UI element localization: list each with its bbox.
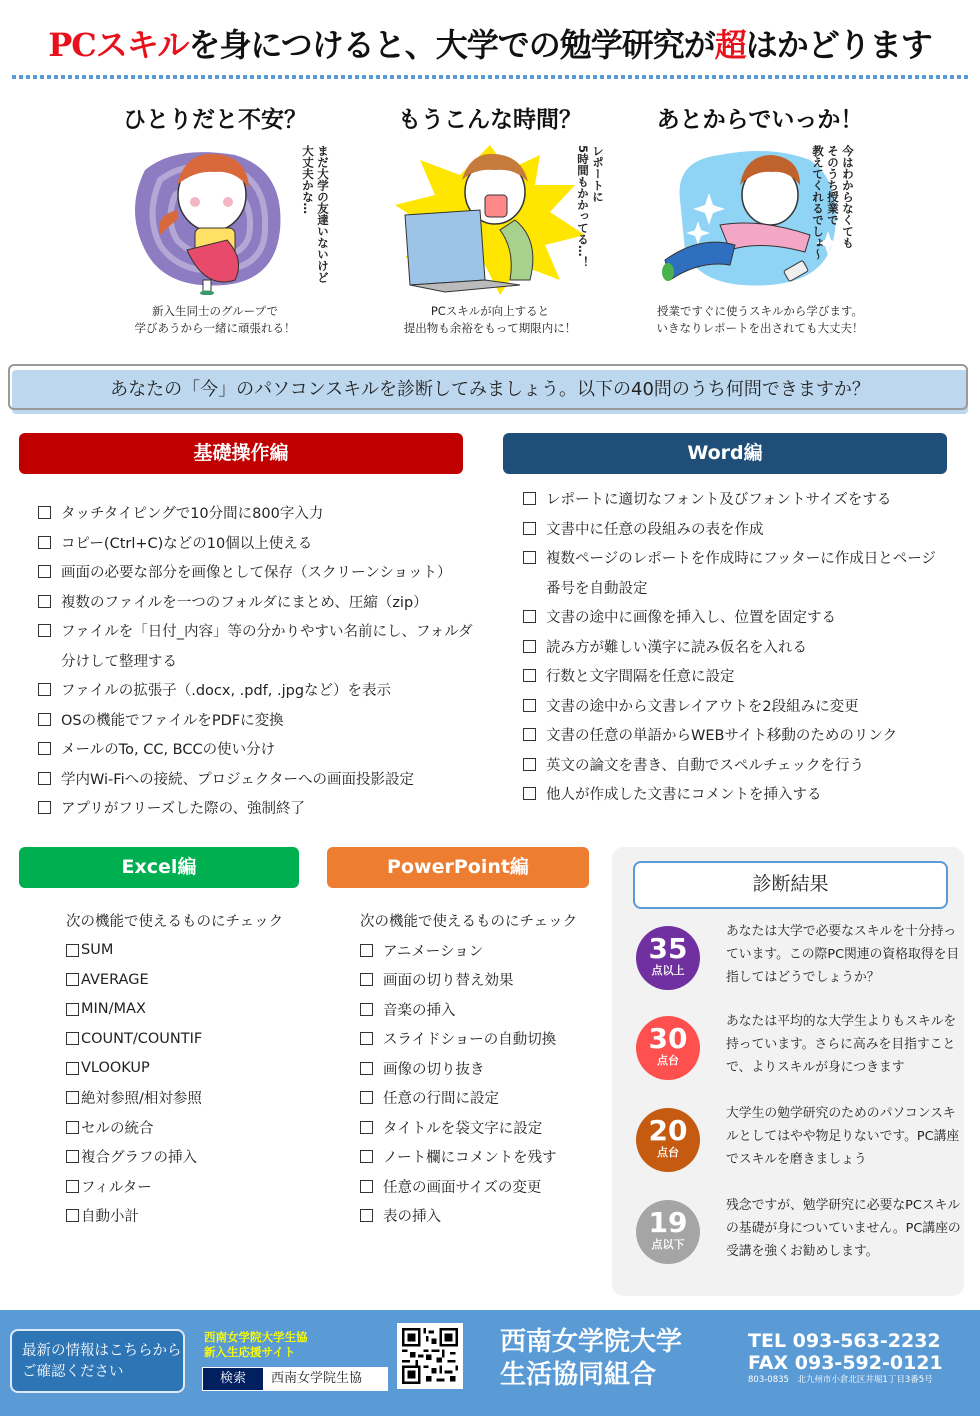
checklist-item[interactable]: OSの機能でファイルをPDFに変換 (38, 705, 473, 735)
checkbox-icon[interactable] (38, 565, 51, 578)
panel-heading: もうこんな時間？ (398, 106, 582, 133)
checkbox-icon[interactable] (523, 787, 536, 800)
banner-outline (8, 364, 968, 410)
checklist-item[interactable]: フィルター (66, 1172, 283, 1202)
checklist-item[interactable]: 複数ページのレポートを作成時にフッターに作成日とページ (523, 543, 936, 573)
checkbox-icon[interactable] (523, 728, 536, 741)
checkbox-icon[interactable] (523, 758, 536, 771)
checklist-item[interactable]: COUNT/COUNTIF (66, 1024, 283, 1054)
checklist-intro: 次の機能で使えるものにチェック (360, 914, 578, 931)
checkbox-icon[interactable] (360, 1121, 373, 1134)
address: 803-0835 北九州市小倉北区井堀1丁目3番5号 (748, 1375, 933, 1385)
checkbox-icon[interactable] (38, 624, 51, 637)
telephone: TEL 093-563-2232 (748, 1330, 941, 1352)
checklist-item[interactable]: 任意の画面サイズの変更 (360, 1172, 577, 1202)
checkbox-icon[interactable] (38, 595, 51, 608)
speech-bubble: 今はわからなくても そのうち授業で 教えてくれるでしょ～ (811, 145, 855, 260)
speech-bubble: レポートに 5時間もかかってる…！ (576, 145, 605, 269)
checklist-item[interactable]: 英文の論文を書き、自動でスペルチェックを行う (523, 750, 936, 780)
checkbox-icon[interactable] (66, 1062, 79, 1075)
section-header-powerpoint: PowerPoint編 (327, 847, 589, 888)
checkbox-icon[interactable] (66, 1180, 79, 1193)
checkbox-icon[interactable] (66, 1091, 79, 1104)
checkbox-icon[interactable] (523, 699, 536, 712)
score-badge: 20 点台 (636, 1108, 700, 1172)
checklist-item[interactable]: 画像の切り抜き (360, 1054, 577, 1084)
checklist-item[interactable]: 文書の途中に画像を挿入し、位置を固定する (523, 602, 936, 632)
contact-info (748, 1330, 943, 1386)
checklist-intro: 次の機能で使えるものにチェック (66, 914, 284, 931)
checklist-item[interactable]: 絶対参照/相対参照 (66, 1083, 283, 1113)
comic-panel-alone (85, 95, 345, 345)
checklist-item[interactable]: 文書の任意の単語からWEBサイト移動のためのリンク (523, 720, 936, 750)
footer (0, 1310, 980, 1416)
section-header-excel: Excel編 (19, 847, 299, 888)
speech-bubble: まだ大学の友達いないけど 大丈夫かな… (301, 145, 330, 283)
result-description: 残念ですが、勉学研究に必要なPCスキルの基礎が身についていません。PC講座の受講を強くお勧めします。 (726, 1198, 961, 1259)
support-site-name: 西南女学院大学生協 新入生応援サイト (204, 1330, 308, 1359)
section-header-word: Word編 (503, 433, 947, 474)
qr-code-icon[interactable] (397, 1323, 463, 1389)
search-term[interactable]: 西南女学院生協 (263, 1368, 387, 1390)
checklist-item[interactable]: ファイルの拡張子（.docx, .pdf, .jpgなど）を表示 (38, 675, 473, 705)
anxious-girl-illustration (115, 140, 315, 295)
score-badge: 30 点台 (636, 1016, 700, 1080)
checkbox-icon[interactable] (360, 1062, 373, 1075)
search-box[interactable] (202, 1367, 388, 1391)
checkbox-icon[interactable] (38, 742, 51, 755)
checkbox-icon[interactable] (66, 1003, 79, 1016)
checkbox-icon[interactable] (66, 1121, 79, 1134)
title-text-end: はかどります (745, 26, 932, 64)
fax: FAX 093-592-0121 (748, 1352, 943, 1374)
result-row-35 (636, 926, 966, 1006)
checklist-item[interactable]: SUM (66, 936, 283, 966)
checkbox-icon[interactable] (66, 1150, 79, 1163)
stressed-student-laptop-illustration (390, 140, 590, 295)
banner-text: あなたの「今」のパソコンスキルを診断してみましょう。以下の40問のうち何問できますか？ (12, 370, 968, 414)
checklist-item[interactable]: 画面の必要な部分を画像として保存（スクリーンショット） (38, 557, 473, 587)
checklist-item[interactable]: メールのTo, CC, BCCの使い分け (38, 734, 473, 764)
panel-caption: 授業ですぐに使うスキルから学びます。 いきなりレポートを出されても大丈夫！ (656, 304, 864, 335)
checkbox-icon[interactable] (360, 944, 373, 957)
checklist-item[interactable]: コピー(Ctrl+C)などの10個以上使える (38, 528, 473, 558)
panel-caption: PCスキルが向上すると 提出物も余裕をもって期限内に！ (403, 304, 577, 335)
checkbox-icon[interactable] (523, 669, 536, 682)
checkbox-icon[interactable] (66, 1209, 79, 1222)
checkbox-icon[interactable] (360, 1180, 373, 1193)
checklist-item[interactable]: アプリがフリーズした際の、強制終了 (38, 793, 473, 823)
checkbox-icon[interactable] (523, 640, 536, 653)
checklist-item[interactable]: 画面の切り替え効果 (360, 965, 577, 995)
panel-heading: ひとりだと不安？ (123, 106, 307, 133)
result-row-19 (636, 1200, 966, 1280)
result-description: あなたは平均的な大学生よりもスキルを持っています。さらに高みを目指すことで、よりスキルが身につきます (726, 1014, 957, 1075)
checkbox-icon[interactable] (38, 801, 51, 814)
checklist-item[interactable]: 学内Wi-Fiへの接続、プロジェクターへの画面投影設定 (38, 764, 473, 794)
checklist-item[interactable]: 文書中に任意の段組みの表を作成 (523, 514, 936, 544)
checkbox-icon[interactable] (523, 610, 536, 623)
checklist-item[interactable]: 表の挿入 (360, 1201, 577, 1231)
diagnosis-banner (8, 364, 968, 410)
score-badge: 19 点以下 (636, 1200, 700, 1264)
checklist-item[interactable]: ノート欄にコメントを残す (360, 1142, 577, 1172)
checkbox-icon[interactable] (523, 492, 536, 505)
checkbox-icon[interactable] (66, 1032, 79, 1045)
excel-checklist (66, 906, 283, 1231)
word-checklist (523, 484, 936, 809)
checkbox-icon[interactable] (38, 713, 51, 726)
checkbox-icon[interactable] (523, 551, 536, 564)
score-badge: 35 点以上 (636, 926, 700, 990)
checklist-item[interactable]: 任意の行間に設定 (360, 1083, 577, 1113)
powerpoint-checklist (360, 906, 577, 1231)
checkbox-icon[interactable] (360, 1150, 373, 1163)
organization-name: 西南女学院大学 生活協同組合 (500, 1327, 683, 1390)
checkbox-icon[interactable] (66, 973, 79, 986)
checklist-item-continuation: 番号を自動設定 (546, 580, 648, 597)
panel-caption: 新入生同士のグループで 学びあうから一緒に頑張れる！ (134, 304, 296, 335)
checklist-item[interactable]: MIN/MAX (66, 995, 283, 1025)
checkbox-icon[interactable] (38, 536, 51, 549)
title-highlight-super: 超 (714, 26, 746, 64)
checkbox-icon[interactable] (38, 506, 51, 519)
checklist-item[interactable]: 複数のファイルを一つのフォルダにまとめ、圧縮（zip） (38, 587, 473, 617)
title-highlight-pc: PCスキル (48, 26, 189, 64)
checkbox-icon[interactable] (38, 772, 51, 785)
search-label[interactable]: 検索 (203, 1368, 263, 1390)
result-description: あなたは大学で必要なスキルを十分持っています。この際PC関連の資格取得を目指してはどうでしょうか？ (726, 924, 960, 985)
checklist-item-continuation: 分けして整理する (61, 653, 177, 670)
checklist-item[interactable]: セルの統合 (66, 1113, 283, 1143)
checklist-item[interactable]: タッチタイピングで10分間に800字入力 (38, 498, 473, 528)
checklist-item[interactable]: スライドショーの自動切換 (360, 1024, 577, 1054)
checklist-item[interactable]: アニメーション (360, 936, 577, 966)
latest-info-button[interactable]: 最新の情報はこちらから ご確認ください (10, 1329, 185, 1393)
title-text: を身につけると、大学での勉学研究が (188, 26, 715, 64)
checklist-item[interactable]: 行数と文字間隔を任意に設定 (523, 661, 936, 691)
checklist-item[interactable]: 自動小計 (66, 1201, 283, 1231)
checklist-item[interactable]: ファイルを「日付_内容」等の分かりやすい名前にし、フォルダ (38, 616, 473, 646)
dotted-divider (12, 75, 968, 79)
panel-heading: あとからでいっか！ (656, 106, 864, 133)
section-header-basic: 基礎操作編 (19, 433, 463, 474)
checkbox-icon[interactable] (360, 1032, 373, 1045)
checkbox-icon[interactable] (66, 944, 79, 957)
checkbox-icon[interactable] (360, 973, 373, 986)
result-row-20 (636, 1108, 966, 1188)
checklist-item[interactable]: レポートに適切なフォント及びフォントサイズをする (523, 484, 936, 514)
checkbox-icon[interactable] (360, 1003, 373, 1016)
checkbox-icon[interactable] (360, 1209, 373, 1222)
result-row-30 (636, 1016, 966, 1096)
checklist-item[interactable]: 複合グラフの挿入 (66, 1142, 283, 1172)
checkbox-icon[interactable] (38, 683, 51, 696)
checklist-item[interactable]: 他人が作成した文書にコメントを挿入する (523, 779, 936, 809)
comic-panel-later (630, 95, 890, 345)
checklist-item[interactable]: AVERAGE (66, 965, 283, 995)
checklist-item[interactable]: 読み方が難しい漢字に読み仮名を入れる (523, 632, 936, 662)
comic-panel-late (360, 95, 620, 345)
checklist-item[interactable]: 音楽の挿入 (360, 995, 577, 1025)
checklist-item[interactable]: タイトルを袋文字に設定 (360, 1113, 577, 1143)
result-description: 大学生の勉学研究のためのパソコンスキルとしてはやや物足りないです。PC講座でスキルを磨きましょう (726, 1106, 960, 1167)
checkbox-icon[interactable] (523, 522, 536, 535)
checklist-item[interactable]: VLOOKUP (66, 1054, 283, 1084)
results-title: 診断結果 (633, 861, 948, 909)
page-title (0, 20, 980, 66)
checkbox-icon[interactable] (360, 1091, 373, 1104)
basic-checklist (38, 498, 473, 823)
checklist-item[interactable]: 文書の途中から文書レイアウトを2段組みに変更 (523, 691, 936, 721)
